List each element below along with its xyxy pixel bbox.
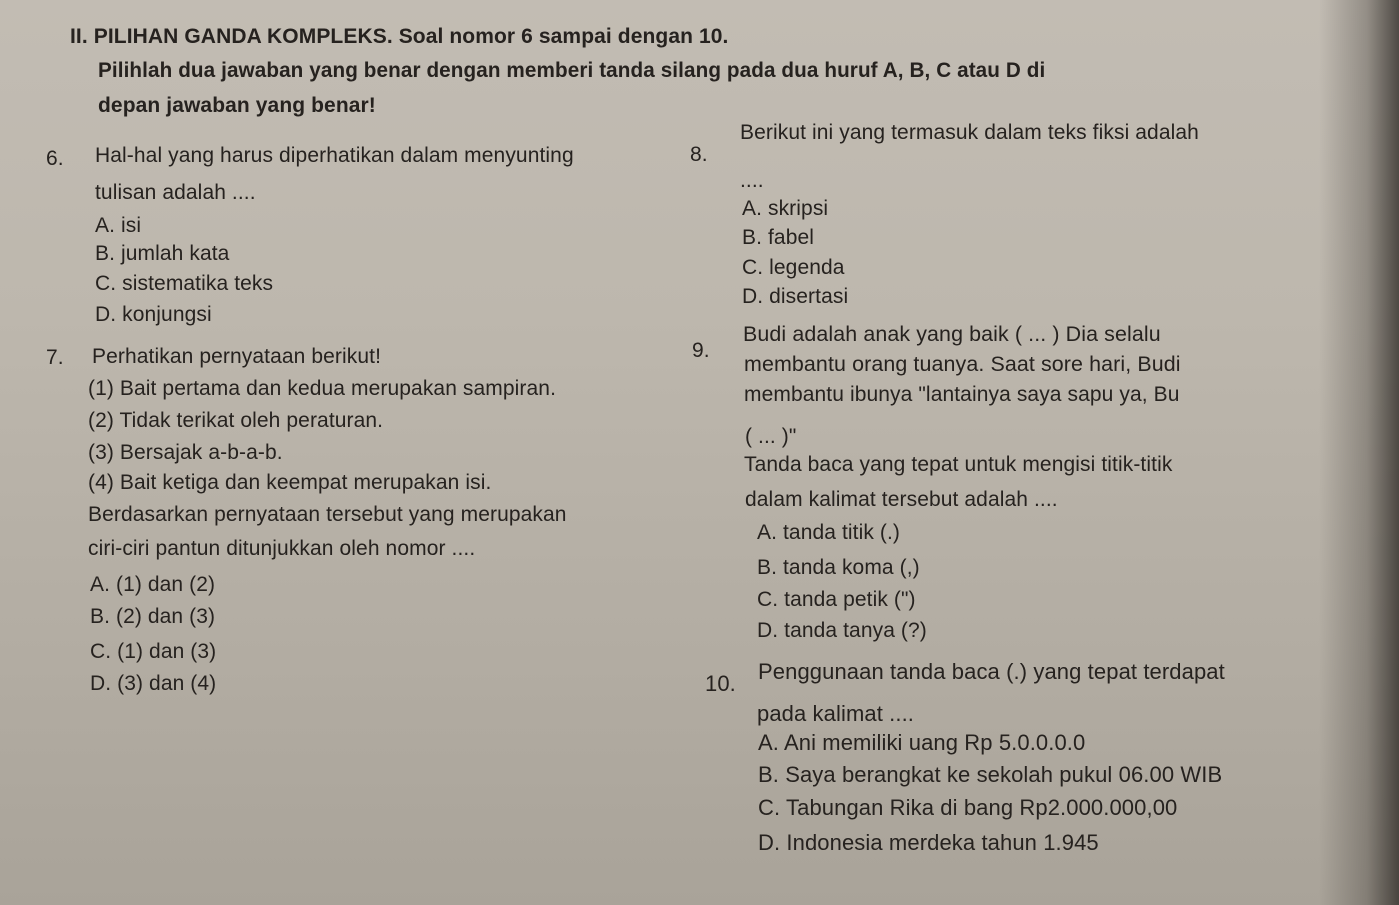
question-number: 8. bbox=[690, 143, 708, 166]
statement-3: (3) Bersajak a-b-a-b. bbox=[88, 441, 283, 464]
option-b[interactable]: B. jumlah kata bbox=[95, 242, 230, 265]
question-stem: Penggunaan tanda baca (.) yang tepat terdapat bbox=[758, 659, 1225, 684]
question-number: 9. bbox=[692, 339, 710, 362]
option-b[interactable]: B. fabel bbox=[742, 226, 815, 249]
statement-1: (1) Bait pertama dan kedua merupakan sampiran. bbox=[88, 377, 557, 400]
statement-2: (2) Tidak terikat oleh peraturan. bbox=[88, 409, 384, 432]
option-a[interactable]: A. tanda titik (.) bbox=[757, 521, 901, 544]
statement-4: (4) Bait ketiga dan keempat merupakan isi. bbox=[88, 471, 492, 494]
question-text-line: ( ... )" bbox=[745, 425, 797, 448]
option-a[interactable]: A. skripsi bbox=[742, 197, 829, 220]
question-stem: Berikut ini yang termasuk dalam teks fiksi adalah bbox=[740, 121, 1199, 144]
question-text-line: Budi adalah anak yang baik ( ... ) Dia selalu bbox=[743, 323, 1161, 346]
option-c[interactable]: C. tanda petik (") bbox=[757, 588, 916, 611]
question-text-line: membantu ibunya "lantainya saya sapu ya, Bu bbox=[744, 383, 1180, 406]
question-prompt: Berdasarkan pernyataan tersebut yang merupakan bbox=[88, 503, 567, 526]
question-stem: .... bbox=[740, 169, 764, 192]
question-number: 6. bbox=[46, 147, 64, 170]
option-c[interactable]: C. Tabungan Rika di bang Rp2.000.000,00 bbox=[758, 795, 1178, 820]
option-a[interactable]: A. (1) dan (2) bbox=[90, 573, 216, 596]
question-number: 7. bbox=[46, 346, 64, 369]
option-d[interactable]: D. (3) dan (4) bbox=[90, 672, 217, 695]
option-d[interactable]: D. disertasi bbox=[742, 285, 849, 308]
option-d[interactable]: D. Indonesia merdeka tahun 1.945 bbox=[758, 830, 1099, 855]
option-a[interactable]: A. Ani memiliki uang Rp 5.0.0.0.0 bbox=[758, 730, 1086, 755]
option-c[interactable]: C. sistematika teks bbox=[95, 272, 274, 295]
option-d[interactable]: D. konjungsi bbox=[95, 303, 212, 326]
option-b[interactable]: B. tanda koma (,) bbox=[757, 556, 920, 579]
question-number: 10. bbox=[705, 671, 736, 696]
option-b[interactable]: B. (2) dan (3) bbox=[90, 605, 216, 628]
option-b[interactable]: B. Saya berangkat ke sekolah pukul 06.00 WIB bbox=[758, 762, 1223, 787]
instruction-line-2: depan jawaban yang benar! bbox=[98, 94, 376, 117]
question-text-line: Tanda baca yang tepat untuk mengisi titik-titik bbox=[744, 453, 1173, 476]
question-stem: Hal-hal yang harus diperhatikan dalam menyunting bbox=[95, 144, 574, 167]
option-a[interactable]: A. isi bbox=[95, 214, 142, 237]
question-stem: pada kalimat .... bbox=[757, 701, 914, 726]
option-c[interactable]: C. legenda bbox=[742, 256, 845, 279]
question-text-line: membantu orang tuanya. Saat sore hari, Budi bbox=[744, 353, 1181, 376]
question-text-line: dalam kalimat tersebut adalah .... bbox=[745, 488, 1058, 511]
option-c[interactable]: C. (1) dan (3) bbox=[90, 640, 217, 663]
question-stem: Perhatikan pernyataan berikut! bbox=[92, 345, 382, 368]
option-d[interactable]: D. tanda tanya (?) bbox=[757, 619, 927, 642]
section-heading: II. PILIHAN GANDA KOMPLEKS. Soal nomor 6 sampai dengan 10. bbox=[70, 25, 729, 48]
question-prompt: ciri-ciri pantun ditunjukkan oleh nomor .... bbox=[88, 537, 476, 560]
instruction-line-1: Pilihlah dua jawaban yang benar dengan memberi tanda silang pada dua huruf A, B, C atau D di bbox=[98, 59, 1046, 82]
question-stem: tulisan adalah .... bbox=[95, 181, 256, 204]
